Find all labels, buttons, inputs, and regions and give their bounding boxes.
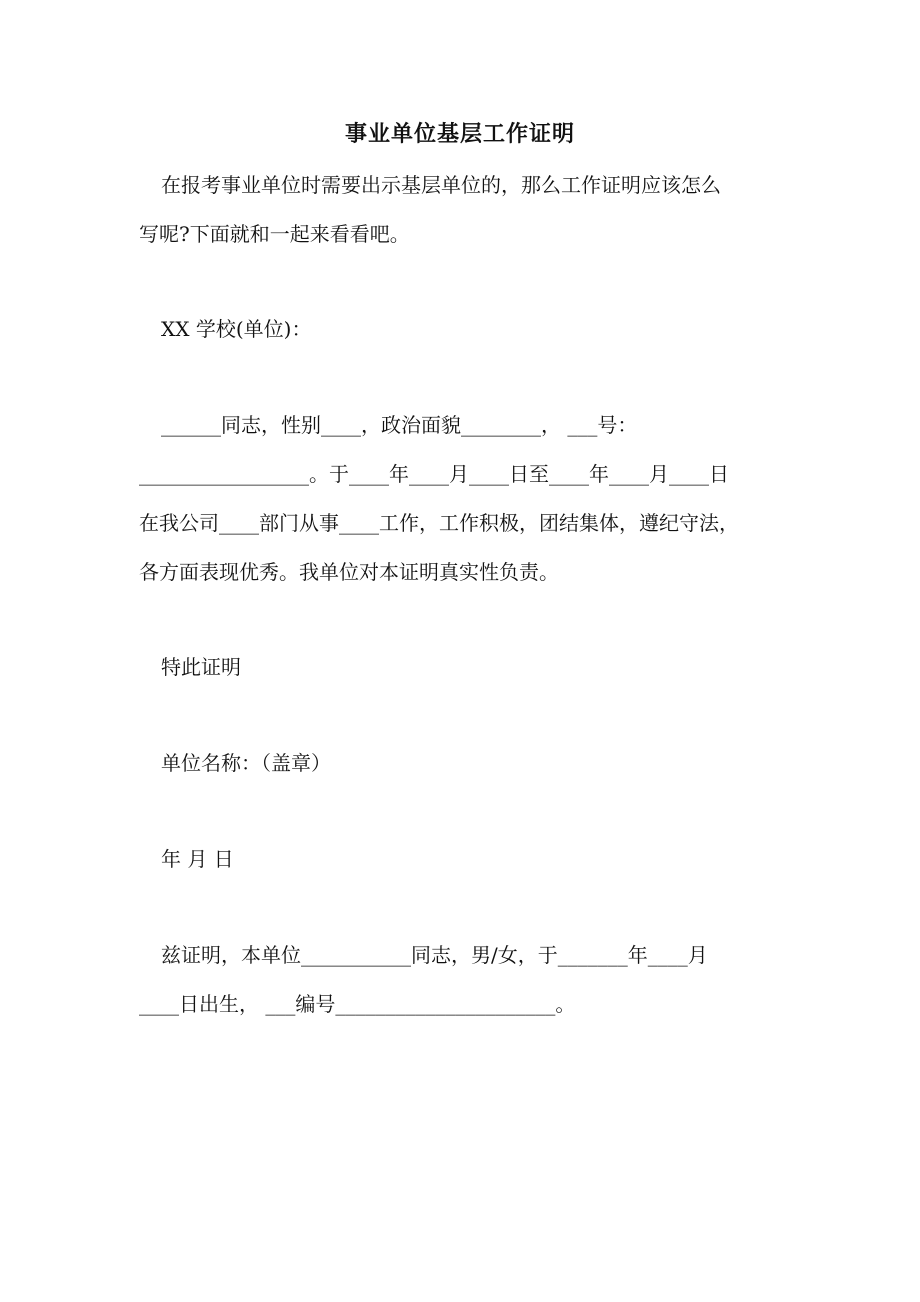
- document-title: 事业单位基层工作证明: [344, 121, 575, 147]
- intro-line-1: 在报考事业单位时需要出示基层单位的，那么工作证明应该怎么: [161, 173, 721, 197]
- body-line-2: _________________。于____年____月____日至____年____月____日: [139, 462, 729, 486]
- second-cert-line-2: ____日出生， ___编号______________________。: [139, 992, 576, 1016]
- second-cert-line-1: 兹证明，本单位___________同志，男/女，于_______年____月: [161, 943, 708, 967]
- body-line-1: ______同志，性别____，政治面貌________， ___号：: [161, 413, 638, 437]
- salutation: XX 学校(单位)：: [161, 317, 312, 341]
- body-line-3: 在我公司____部门从事____工作，工作积极，团结集体，遵纪守法，: [139, 511, 739, 535]
- body-line-4: 各方面表现优秀。我单位对本证明真实性负责。: [139, 560, 559, 584]
- date-line: 年 月 日: [161, 847, 234, 871]
- closing-text: 特此证明: [161, 655, 241, 679]
- intro-line-2: 写呢?下面就和一起来看看吧。: [139, 222, 410, 246]
- signature-line: 单位名称：（盖章）: [161, 751, 331, 775]
